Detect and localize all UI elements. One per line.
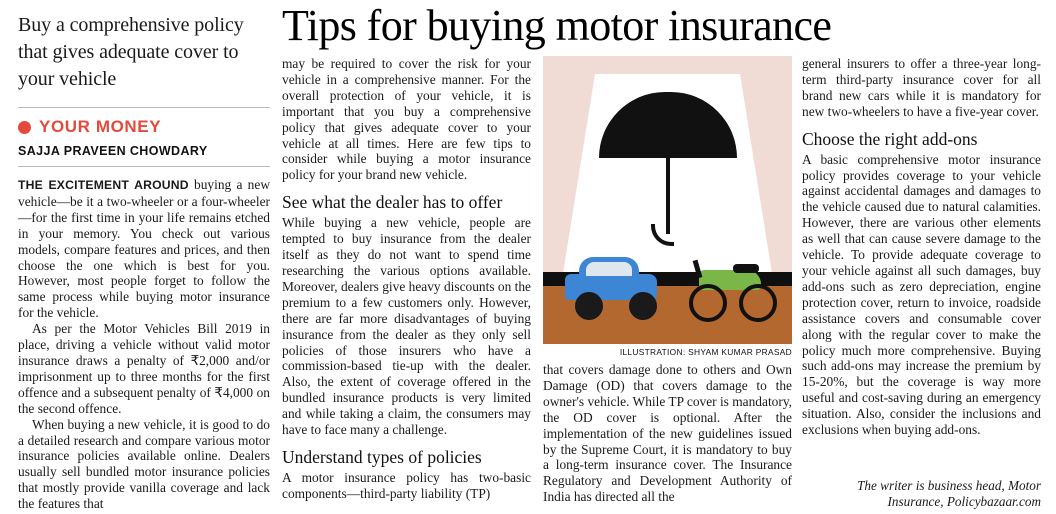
- paragraph: A basic comprehensive motor insurance policy provides coverage to your vehicle against accidental damages and damages to the vehicle caused due to natural calamities. However, there are various other elements as well that can cause severe damage to the vehicle. To provide adequate coverage to your vehicle against all such damages, buy add-ons such as zero depreciation, engine protection cover, return to invoice, roadside assistance covers and consumable cover along with the regular cover to make the policy much more comprehensive. Buying such add-ons may increase the premium by 15-20%, but the coverage is way more useful and cost-saving during an emergency situation. Also, consider the inclusions and exclusions when buying add-ons.: [802, 151, 1041, 438]
- paragraph: general insurers to offer a three-year long-term third-party insurance cover for all brand new cars while it is mandatory for new two-wheelers to have a five-year cover.: [802, 56, 1041, 119]
- motorbike-wheel-rear: [739, 284, 777, 322]
- paragraph-text: buying a new vehicle—be it a two-wheeler or a four-wheeler—for the first time in your life remains etched in your memory. You check out various models, compare features and prices, and then choose the one which is best for you. However, most people forget to follow the same process while buying motor insurance for the vehicle.: [18, 177, 270, 321]
- paragraph: As per the Motor Vehicles Bill 2019 in place, driving a vehicle without valid motor insurance draws a penalty of ₹2,000 and/or imprisonment up to three months for the first offence and a subsequent penalty of ₹4,000 on the second offence.: [18, 321, 270, 416]
- light-beam-right: [740, 74, 774, 286]
- subheading: Understand types of policies: [282, 446, 482, 467]
- column-1-body: [18, 177, 270, 512]
- column-4-body: [802, 56, 1041, 438]
- paragraph: [18, 177, 270, 321]
- illustration-credit: ILLUSTRATION: SHYAM KUMAR PRASAD: [619, 347, 792, 357]
- paragraph: A motor insurance policy has two-basic components—third-party liability (TP): [282, 469, 531, 501]
- writer-note: The writer is business head, Motor Insurance, Policybazaar.com: [857, 478, 1041, 509]
- kicker-label: YOUR MONEY: [39, 117, 162, 136]
- column-2-body: [282, 56, 531, 502]
- car-wheel-front: [575, 292, 603, 320]
- left-column: [18, 8, 270, 512]
- paragraph: that covers damage done to others and Own Damage (OD) that covers damage to the owner's vehicle. While TP cover is mandatory, the OD cover is optional. After the implementation of the new guidelines issued by the Supreme Court, it is mandatory to buy a long-term insurance cover. The Insurance Regulatory and Development Authority of India has directed all the: [543, 362, 792, 505]
- section-kicker: [18, 117, 270, 137]
- byline: SAJJA PRAVEEN CHOWDARY: [18, 144, 208, 158]
- lead-in-text: THE EXCITEMENT AROUND: [18, 178, 189, 192]
- motorbike-seat: [733, 264, 759, 273]
- bullet-dot-icon: [18, 121, 31, 134]
- light-beam-left: [561, 74, 595, 286]
- motorbike-wheel-front: [689, 284, 727, 322]
- subheading: See what the dealer has to offer: [282, 192, 503, 213]
- illustration: [543, 56, 792, 357]
- divider-top: [18, 107, 270, 108]
- page-title: Tips for buying motor insurance: [282, 1, 832, 50]
- subheading: Choose the right add-ons: [802, 128, 978, 149]
- standfirst: Buy a comprehensive policy that gives adequate cover to your vehicle: [18, 14, 244, 90]
- umbrella-shaft: [666, 156, 670, 234]
- paragraph: While buying a new vehicle, people are tempted to buy insurance from the dealer itself as they do not want to spend time researching the various options available. Moreover, dealers give heavy discounts on the premium to a few customers only. However, there are far more disadvantages of buying insurance from the dealer as they only sell policies of those insurers who have a commission-based tie-up with the dealer. Also, the extent of coverage offered in the bundled insurance products is very limited and while taking a claim, the consumers may have to face many a challenge.: [282, 215, 531, 438]
- car-window: [586, 262, 632, 276]
- paragraph: may be required to cover the risk for your vehicle in a comprehensive manner. For the overall protection of your vehicle, it is important that you buy a comprehensive policy that gives adequate cover to your vehicle at all times. Here are few tips to consider while buying a motor insurance policy for your brand new vehicle.: [282, 56, 531, 183]
- illustration-artwork: [543, 56, 792, 344]
- divider-byline: [18, 166, 270, 167]
- paragraph: When buying a new vehicle, it is good to do a detailed research and compare various motor insurance policies available online. Dealers usually sell bundled motor insurance policies that mostly provide vanilla coverage and lack the features that: [18, 416, 270, 512]
- column-3-body: [543, 362, 792, 505]
- car-wheel-rear: [629, 292, 657, 320]
